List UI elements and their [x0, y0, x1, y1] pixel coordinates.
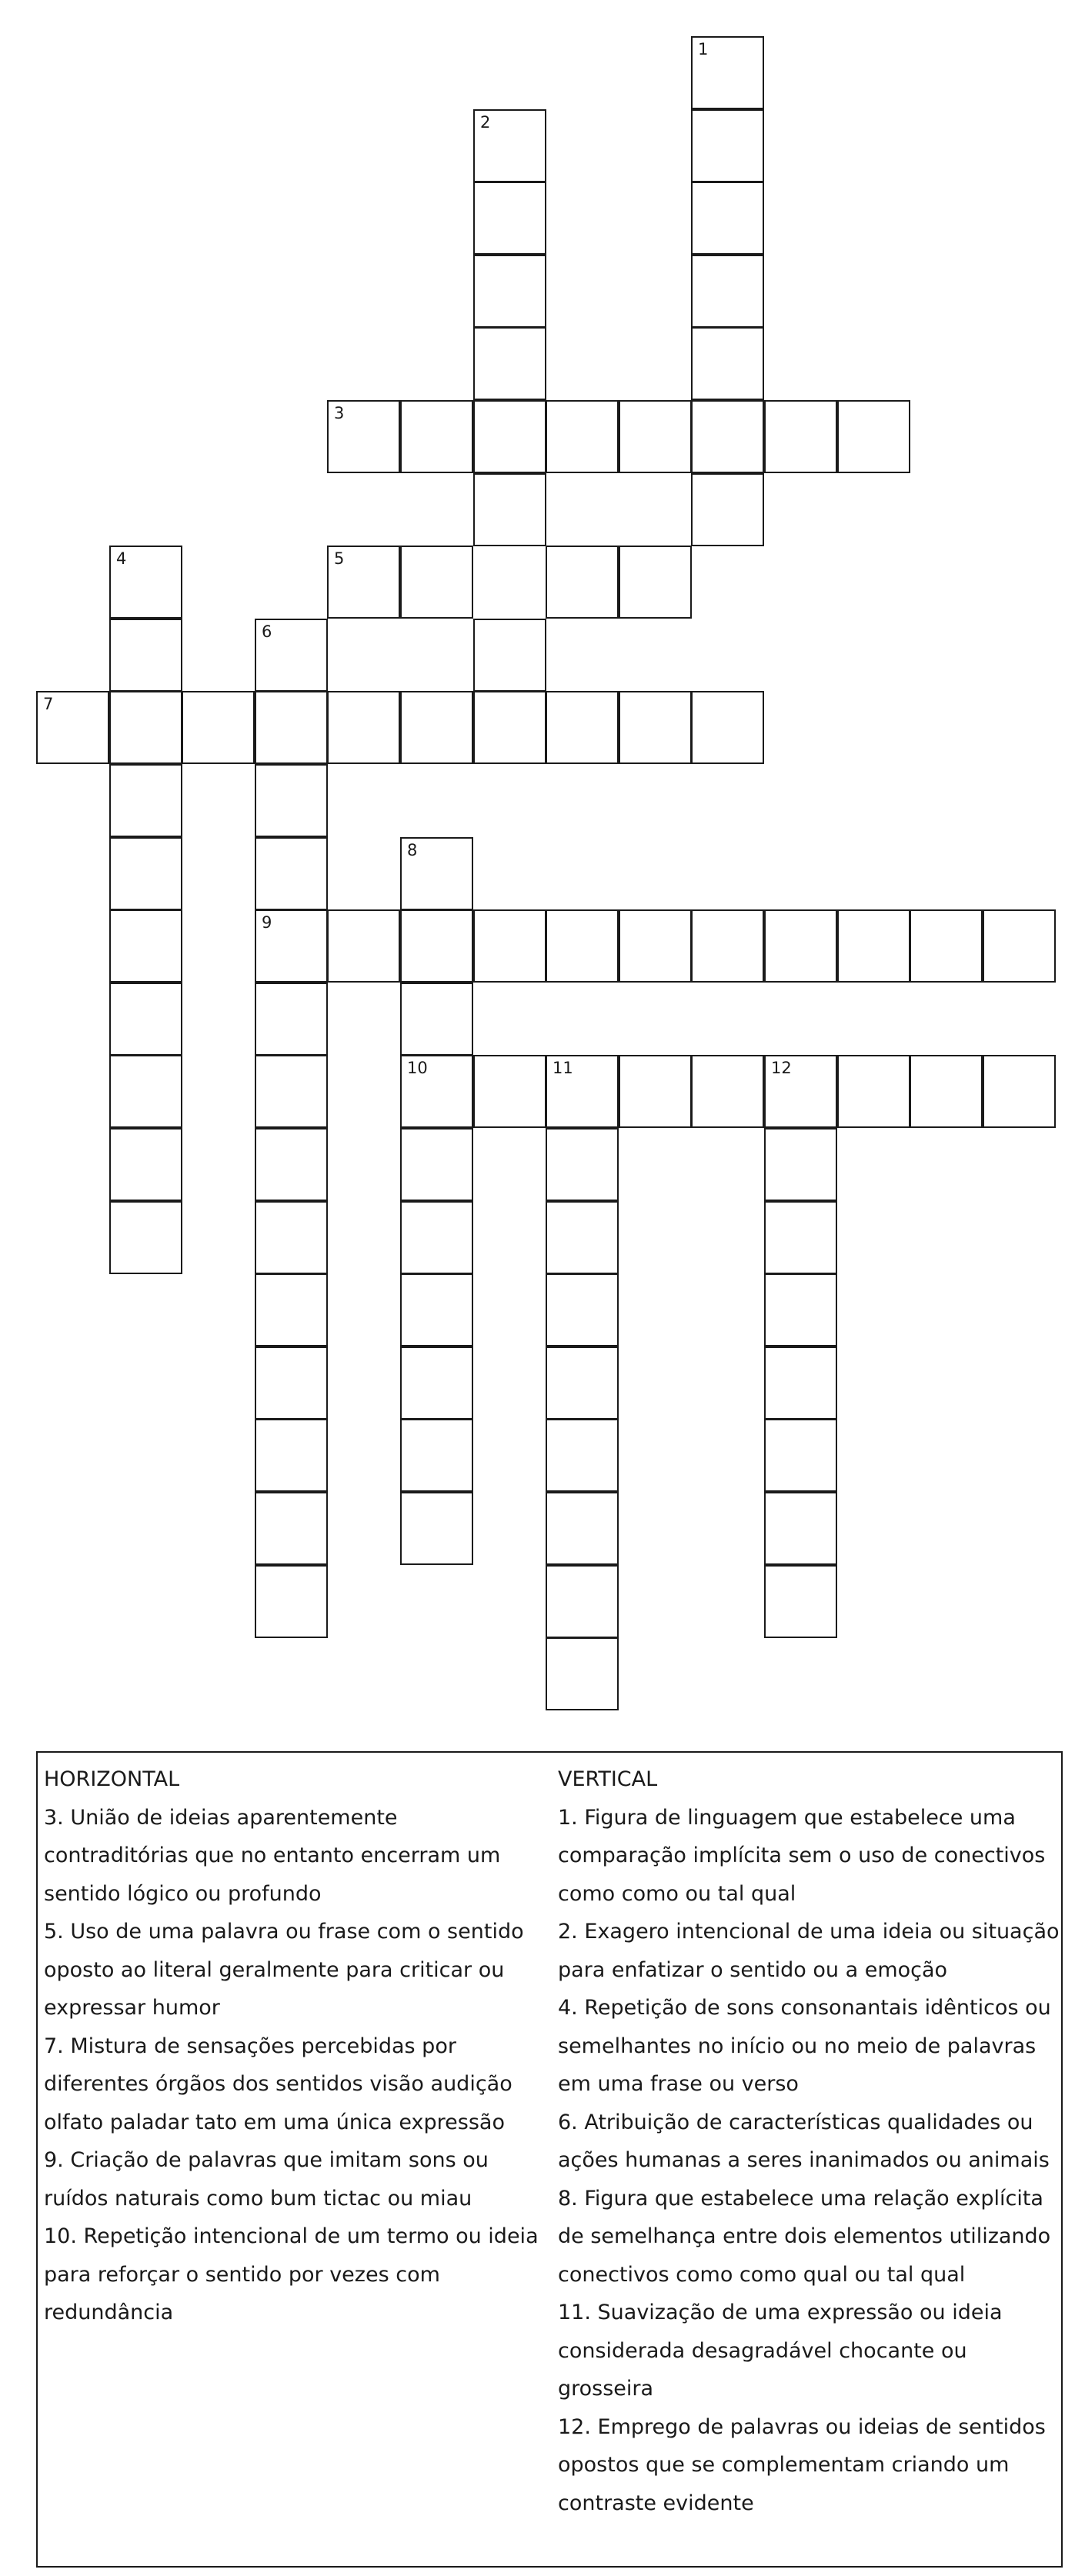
horizontal-clue: 7. Mistura de sensações percebidas por diferentes órgãos dos sentidos visão audição olfato paladar tato em uma única expressão — [44, 2034, 512, 2134]
crossword-cell[interactable] — [546, 1419, 619, 1492]
vertical-clue: 4. Repetição de sons consonantais idênticos ou semelhantes no início ou no meio de palavras em uma frase ou verso — [558, 1996, 1051, 2096]
crossword-cell[interactable] — [546, 691, 619, 764]
crossword-cell[interactable] — [764, 1346, 837, 1420]
crossword-cell[interactable] — [255, 837, 328, 910]
clue-number: 4 — [116, 549, 127, 568]
crossword-cell[interactable] — [546, 1637, 619, 1710]
clue-number: 6 — [262, 622, 272, 641]
crossword-cell[interactable] — [764, 1565, 837, 1638]
crossword-cell[interactable] — [546, 1273, 619, 1346]
clue-number: 5 — [334, 549, 345, 568]
crossword-cell[interactable] — [327, 546, 400, 619]
crossword-cell[interactable] — [473, 473, 546, 546]
crossword-cell[interactable] — [400, 1055, 473, 1128]
crossword-cell[interactable] — [255, 1492, 328, 1565]
crossword-cell[interactable] — [691, 691, 764, 764]
crossword-cell[interactable] — [764, 1055, 837, 1128]
crossword-cell[interactable] — [546, 909, 619, 983]
crossword-cell[interactable] — [255, 1201, 328, 1274]
crossword-cell[interactable] — [255, 909, 328, 983]
crossword-cell[interactable] — [473, 327, 546, 400]
crossword-cell[interactable] — [764, 1128, 837, 1201]
crossword-cell[interactable] — [473, 691, 546, 764]
crossword-cell[interactable] — [983, 909, 1056, 983]
crossword-cell[interactable] — [109, 983, 182, 1056]
crossword-cell[interactable] — [691, 36, 764, 109]
crossword-cell[interactable] — [619, 691, 692, 764]
crossword-cell[interactable] — [400, 1492, 473, 1565]
crossword-cell[interactable] — [327, 400, 400, 473]
crossword-cell[interactable] — [546, 546, 619, 619]
crossword-cell[interactable] — [691, 327, 764, 400]
crossword-cell[interactable] — [837, 1055, 910, 1128]
vertical-heading: VERTICAL — [558, 1767, 658, 1791]
crossword-cell[interactable] — [764, 1201, 837, 1274]
crossword-cell[interactable] — [764, 1273, 837, 1346]
clues-box — [36, 1751, 1063, 2568]
crossword-cell[interactable] — [109, 546, 182, 619]
crossword-cell[interactable] — [182, 691, 255, 764]
crossword-cell[interactable] — [400, 400, 473, 473]
crossword-cell[interactable] — [109, 909, 182, 983]
vertical-clue: 2. Exagero intencional de uma ideia ou situação para enfatizar o sentido ou a emoção — [558, 1920, 1060, 1982]
crossword-cell[interactable] — [473, 400, 546, 473]
crossword-cell[interactable] — [400, 1346, 473, 1420]
crossword-cell[interactable] — [400, 1273, 473, 1346]
vertical-clue: 12. Emprego de palavras ou ideias de sentidos opostos que se complementam criando um contraste evidente — [558, 2414, 1046, 2515]
crossword-cell[interactable] — [400, 1419, 473, 1492]
crossword-cell[interactable] — [400, 909, 473, 983]
crossword-cell[interactable] — [400, 1128, 473, 1201]
vertical-clue: 11. Suavização de uma expressão ou ideia considerada desagradável chocante ou grosseira — [558, 2301, 1003, 2401]
crossword-cell[interactable] — [109, 1128, 182, 1201]
crossword-cell[interactable] — [109, 1201, 182, 1274]
crossword-cell[interactable] — [400, 983, 473, 1056]
clue-number: 8 — [407, 841, 418, 859]
crossword-cell[interactable] — [691, 255, 764, 328]
crossword-cell[interactable] — [400, 837, 473, 910]
crossword-cell[interactable] — [546, 1128, 619, 1201]
clue-number: 11 — [553, 1059, 573, 1077]
clue-number: 9 — [262, 913, 272, 932]
crossword-cell[interactable] — [764, 1492, 837, 1565]
crossword-cell[interactable] — [910, 909, 983, 983]
vertical-clue: 6. Atribuição de características qualidades ou ações humanas a seres inanimados ou animais — [558, 2110, 1050, 2172]
clue-number: 1 — [698, 40, 709, 58]
crossword-cell[interactable] — [546, 1201, 619, 1274]
horizontal-heading: HORIZONTAL — [44, 1767, 180, 1791]
crossword-cell[interactable] — [546, 1565, 619, 1638]
crossword-cell[interactable] — [691, 182, 764, 255]
vertical-clue: 8. Figura que estabelece uma relação explícita de semelhança entre dois elementos utilizando conectivos como como qual ou tal qual — [558, 2186, 1051, 2287]
crossword-cell[interactable] — [255, 691, 328, 764]
crossword-cell[interactable] — [837, 909, 910, 983]
crossword-cell[interactable] — [619, 909, 692, 983]
horizontal-clue: 9. Criação de palavras que imitam sons ou ruídos naturais como bum tictac ou miau — [44, 2148, 489, 2211]
clue-number: 12 — [771, 1059, 792, 1077]
crossword-cell[interactable] — [109, 1055, 182, 1128]
crossword-cell[interactable] — [546, 1492, 619, 1565]
crossword-cell[interactable] — [109, 764, 182, 837]
vertical-clue: 1. Figura de linguagem que estabelece uma comparação implícita sem o uso de conectivos como como ou tal qual — [558, 1805, 1046, 1906]
clue-number: 2 — [480, 113, 491, 132]
crossword-cell[interactable] — [619, 400, 692, 473]
crossword-cell[interactable] — [691, 473, 764, 546]
crossword-cell[interactable] — [473, 619, 546, 692]
crossword-cell[interactable] — [837, 400, 910, 473]
crossword-cell[interactable] — [255, 1419, 328, 1492]
crossword-cell[interactable] — [255, 1273, 328, 1346]
crossword-cell[interactable] — [764, 1419, 837, 1492]
crossword-cell[interactable] — [255, 1346, 328, 1420]
crossword-cell[interactable] — [255, 1565, 328, 1638]
crossword-cell[interactable] — [764, 400, 837, 473]
crossword-cell[interactable] — [910, 1055, 983, 1128]
crossword-cell[interactable] — [473, 255, 546, 328]
crossword-cell[interactable] — [109, 691, 182, 764]
clue-number: 7 — [43, 695, 54, 713]
crossword-cell[interactable] — [764, 909, 837, 983]
crossword-cell[interactable] — [546, 400, 619, 473]
crossword-cell[interactable] — [255, 983, 328, 1056]
crossword-cell[interactable] — [691, 1055, 764, 1128]
horizontal-clue: 3. União de ideias aparentemente contraditórias que no entanto encerram um sentido lógico ou profundo — [44, 1805, 501, 1906]
crossword-cell[interactable] — [619, 546, 692, 619]
horizontal-clues — [44, 1760, 546, 2332]
crossword-cell[interactable] — [400, 691, 473, 764]
vertical-clues — [558, 1760, 1060, 2522]
crossword-cell[interactable] — [36, 691, 109, 764]
crossword-cell[interactable] — [255, 1055, 328, 1128]
clue-number: 10 — [407, 1059, 428, 1077]
crossword-cell[interactable] — [473, 1055, 546, 1128]
crossword-cell[interactable] — [691, 109, 764, 182]
crossword-cell[interactable] — [255, 764, 328, 837]
crossword-cell[interactable] — [619, 1055, 692, 1128]
crossword-cell[interactable] — [691, 909, 764, 983]
crossword-cell[interactable] — [400, 546, 473, 619]
crossword-cell[interactable] — [473, 182, 546, 255]
crossword-cell[interactable] — [109, 619, 182, 692]
crossword-cell[interactable] — [473, 109, 546, 182]
crossword-cell[interactable] — [400, 1201, 473, 1274]
crossword-cell[interactable] — [327, 691, 400, 764]
crossword-cell[interactable] — [255, 619, 328, 692]
crossword-cell[interactable] — [255, 1128, 328, 1201]
crossword-cell[interactable] — [983, 1055, 1056, 1128]
crossword-cell[interactable] — [109, 837, 182, 910]
crossword-cell[interactable] — [473, 909, 546, 983]
crossword-cell[interactable] — [546, 1346, 619, 1420]
crossword-cell[interactable] — [546, 1055, 619, 1128]
clue-number: 3 — [334, 404, 345, 422]
crossword-cell[interactable] — [327, 909, 400, 983]
crossword-cell[interactable] — [691, 400, 764, 473]
horizontal-clue: 10. Repetição intencional de um termo ou ideia para reforçar o sentido por vezes com redundância — [44, 2224, 539, 2324]
horizontal-clue: 5. Uso de uma palavra ou frase com o sentido oposto ao literal geralmente para criticar ou expressar humor — [44, 1920, 524, 2020]
